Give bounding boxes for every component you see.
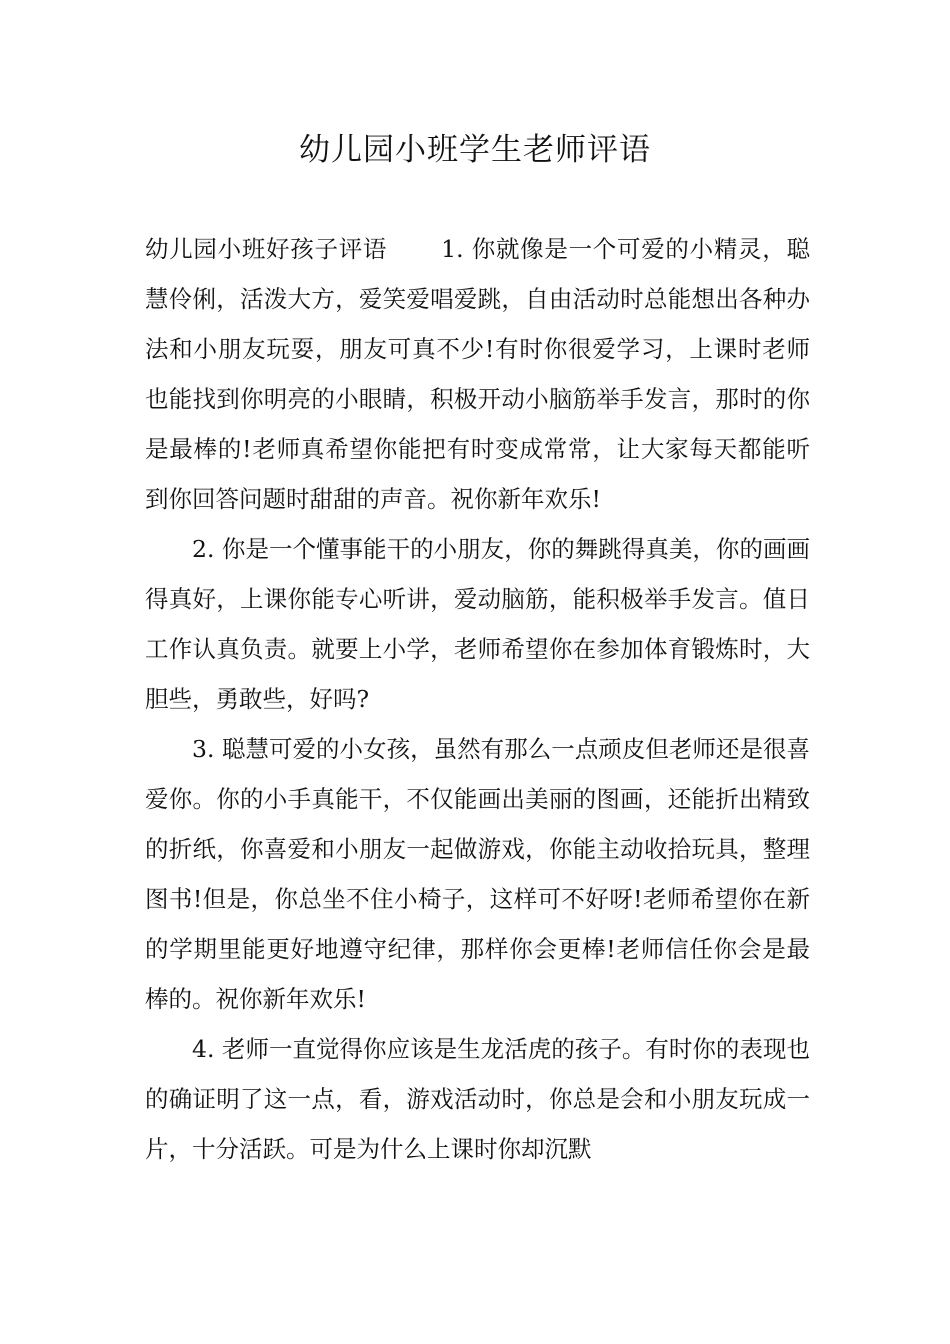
paragraph-1-text: 1. 你就像是一个可爱的小精灵，聪慧伶俐，活泼大方，爱笑爱唱爱跳，自由活动时总能想出各种办法和小朋友玩耍，朋友可真不少!有时你很爱学习，上课时老师也能找到你明亮的小眼睛，积极开动小脑筋举手发言，那时的你是最棒的!老师真希望你能把有时变成常常，让大家每天都能听到你回答问题时甜甜的声音。祝你新年欢乐!	[145, 235, 810, 513]
document-body	[145, 224, 810, 1174]
document-title: 幼儿园小班学生老师评语	[299, 132, 651, 168]
paragraph-1	[145, 224, 810, 524]
paragraph-2: 2. 你是一个懂事能干的小朋友，你的舞跳得真美，你的画画得真好，上课你能专心听讲，爱动脑筋，能积极举手发言。值日工作认真负责。就要上小学，老师希望你在参加体育锻炼时，大胆些，勇敢些，好吗?	[145, 535, 810, 713]
paragraph-3: 3. 聪慧可爱的小女孩，虽然有那么一点顽皮但老师还是很喜爱你。你的小手真能干，不仅能画出美丽的图画，还能折出精致的折纸，你喜爱和小朋友一起做游戏，你能主动收拾玩具，整理图书!但是，你总坐不住小椅子，这样可不好呀!老师希望你在新的学期里能更好地遵守纪律，那样你会更棒!老师信任你会是最棒的。祝你新年欢乐!	[145, 735, 810, 1013]
paragraph-4: 4. 老师一直觉得你应该是生龙活虎的孩子。有时你的表现也的确证明了这一点，看，游戏活动时，你总是会和小朋友玩成一片，十分活跃。可是为什么上课时你却沉默	[145, 1035, 810, 1163]
intro-heading: 幼儿园小班好孩子评语	[145, 235, 388, 263]
